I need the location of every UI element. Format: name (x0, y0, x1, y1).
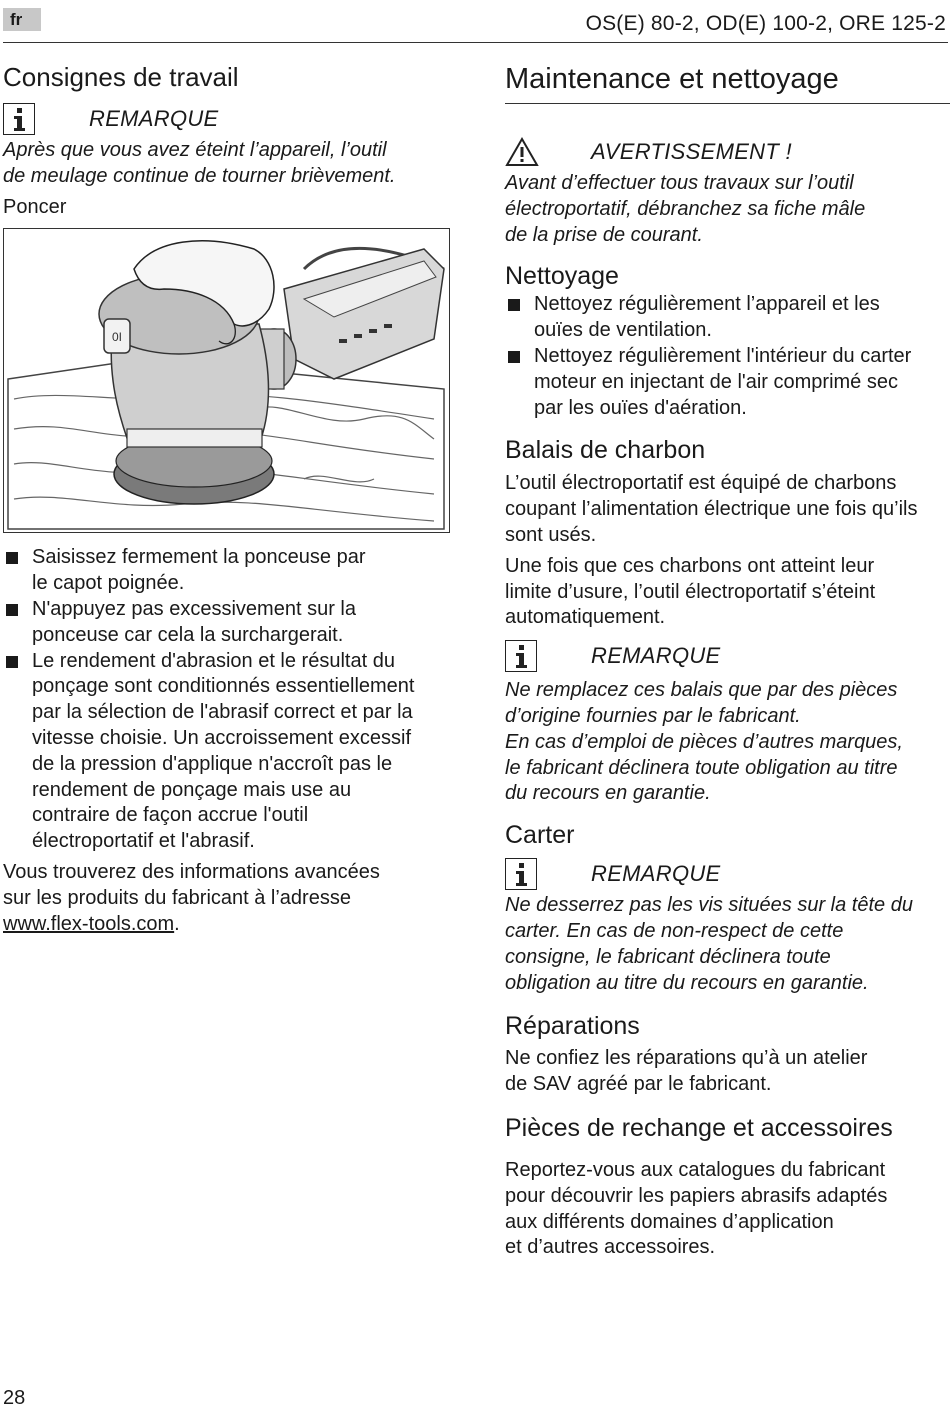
sanding-instructions-list (3, 545, 448, 855)
warning-icon (505, 137, 539, 167)
section-title-work-instructions: Consignes de travail (3, 62, 239, 92)
notice-text: Après que vous avez éteint l’appareil, l’outil de meulage continue de tourner brièvement. (3, 139, 396, 187)
orbital-sander-icon (4, 229, 448, 531)
left-column (3, 60, 448, 937)
svg-text:0I: 0I (112, 330, 123, 345)
notice-label: REMARQUE (591, 643, 721, 669)
model-title: OS(E) 80-2, OD(E) 100-2, ORE 125-2 (585, 12, 946, 35)
notice-block (505, 855, 950, 893)
list-item: Nettoyez régulièrement l’appareil et les ouïes de ventilation. (505, 292, 950, 344)
page-number: 28 (3, 1387, 26, 1409)
section-title-maintenance: Maintenance et nettoyage (505, 60, 950, 104)
cleaning-list (505, 292, 950, 421)
warning-text: Avant d’effectuer tous travaux sur l’outil électroportatif, débranchez sa fiche mâle de la prise de courant. (505, 172, 866, 246)
section-title-repairs: Réparations (505, 1012, 640, 1041)
manufacturer-website-link[interactable]: www.flex-tools.com (3, 912, 175, 935)
header-divider (3, 42, 948, 43)
brushes-paragraph-2: Une fois que ces charbons ont atteint leur limite d’usure, l’outil électroportatif s’éteint automatiquement. (505, 554, 876, 629)
brushes-notice-text: Ne remplacez ces balais que par des pièces d’origine fournies par le fabricant. En cas d’emploi de pièces d’autres marques, le fabricant déclinera toute obligation au titre du recours en garantie. (505, 679, 903, 805)
notice-label: REMARQUE (591, 861, 721, 887)
repairs-text: Ne confiez les réparations qu’à un atelier de SAV agréé par le fabricant. (505, 1047, 868, 1096)
warning-label: AVERTISSEMENT ! (591, 139, 792, 164)
list-item: N'appuyez pas excessivement sur la ponceuse car cela la surchargerait. (3, 597, 448, 649)
info-icon (505, 640, 537, 672)
list-item: Nettoyez régulièrement l'intérieur du carter moteur en injectant de l'air comprimé sec par les ouïes d'aération. (505, 344, 950, 421)
section-title-carbon-brushes: Balais de charbon (505, 436, 706, 465)
language-tag: fr (3, 8, 41, 31)
notice-block (505, 637, 950, 675)
info-icon (505, 858, 537, 890)
more-info-text: Vous trouverez des informations avancées sur les produits du fabricant à l’adresse www.flex-tools.com. (3, 860, 380, 935)
notice-label: REMARQUE (89, 106, 219, 131)
list-item: Le rendement d'abrasion et le résultat du ponçage sont conditionnés essentiellement par la sélection de l'abrasif correct et par la vitesse choisie. Un accroissement excessif de la pression d'applique n'accroît pas le rendement de ponçage mais use au contraire de façon accrue l'outil électroportatif et l'abrasif. (3, 649, 448, 855)
section-title-cleaning: Nettoyage (505, 262, 619, 291)
info-icon (3, 103, 35, 135)
casing-notice-text: Ne desserrez pas les vis situées sur la tête du carter. En cas de non-respect de cette consigne, le fabricant déclinera toute obligation au titre du recours en garantie. (505, 894, 913, 994)
section-title-spare-parts: Pièces de rechange et accessoires (505, 1113, 893, 1142)
right-column (505, 60, 950, 1261)
warning-block (505, 133, 950, 171)
sander-figure (3, 228, 450, 533)
section-title-casing: Carter (505, 821, 575, 850)
subheading-sanding: Poncer (3, 195, 67, 218)
brushes-paragraph-1: L’outil électroportatif est équipé de charbons coupant l’alimentation électrique une fois qu’ils sont usés. (505, 472, 918, 546)
notice-block (3, 100, 448, 138)
list-item: Saisissez fermement la ponceuse par le capot poignée. (3, 545, 448, 597)
spare-parts-text: Reportez-vous aux catalogues du fabricant pour découvrir les papiers abrasifs adaptés aux différents domaines d’application et d’autres accessoires. (505, 1158, 888, 1259)
